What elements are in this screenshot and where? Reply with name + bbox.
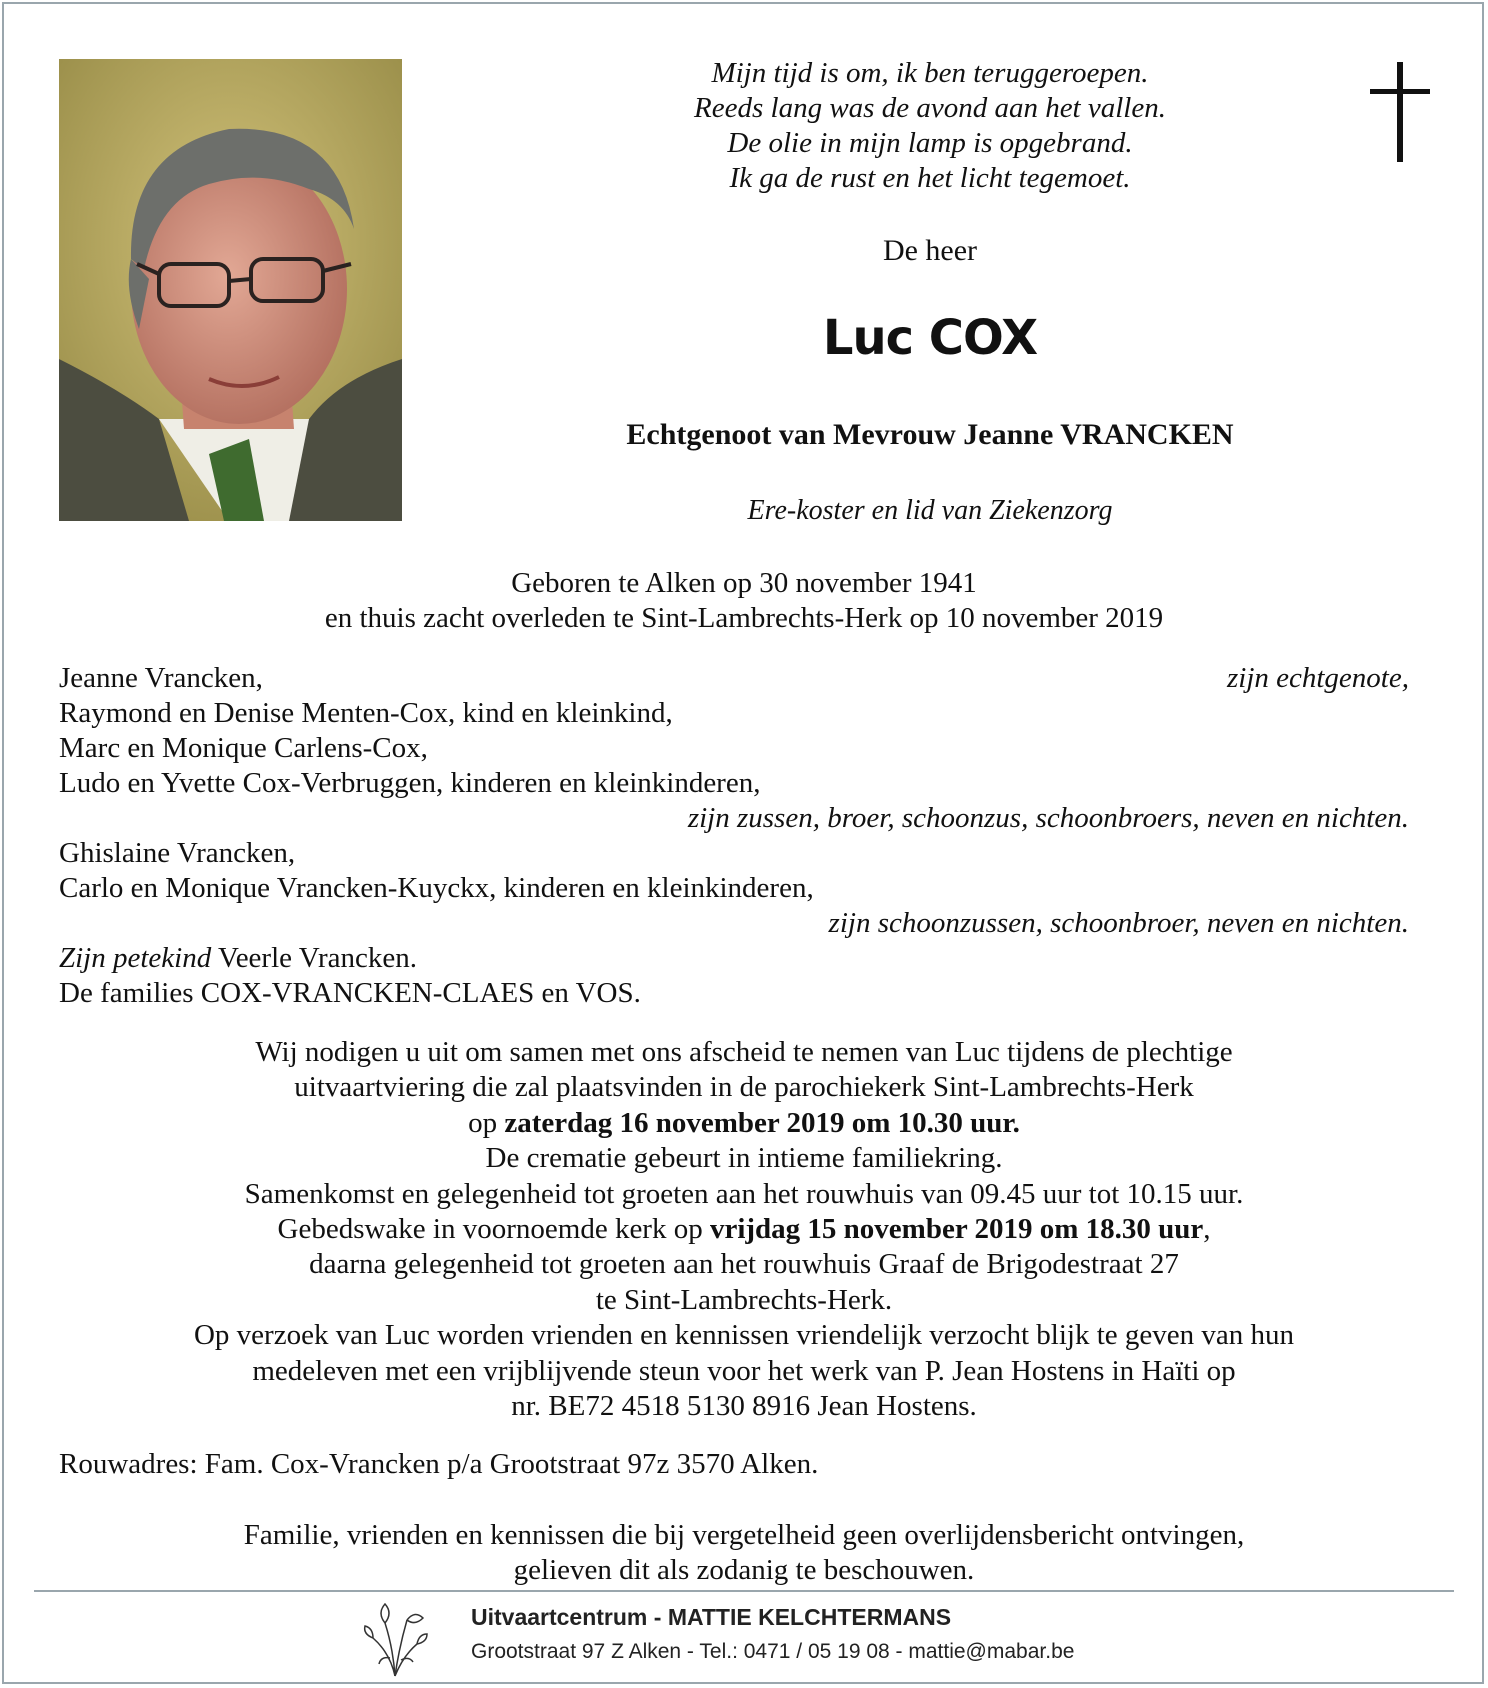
invitation-line: De crematie gebeurt in intieme familiekring.: [485, 1142, 1003, 1175]
portrait-photo: [59, 59, 402, 521]
spouse-line: Echtgenoot van Mevrouw Jeanne VRANCKEN: [626, 418, 1234, 451]
invitation-line: medeleven met een vrijblijvende steun voor het werk van P. Jean Hostens in Haïti op: [252, 1354, 1236, 1387]
function-line: Ere-koster en lid van Ziekenzorg: [747, 495, 1113, 526]
funeral-date: zaterdag 16 november 2019 om 10.30 uur.: [504, 1106, 1020, 1139]
notice-line: gelieven dit als zodanig te beschouwen.: [513, 1554, 975, 1586]
flower-logo-icon: [355, 1598, 435, 1678]
invitation-block: [0, 1035, 1488, 1424]
godchild-name: Veerle Vrancken.: [211, 942, 417, 974]
dates-block: [0, 566, 1488, 636]
vigil-date: vrijdag 15 november 2019 om 18.30 uur: [709, 1213, 1204, 1246]
invitation-line: daarna gelegenheid tot groeten aan het rouwhuis Graaf de Brigodestraat 27: [309, 1248, 1179, 1281]
deceased-name: Luc COX: [822, 310, 1038, 366]
poem: [560, 56, 1300, 196]
notice-line: Familie, vrienden en kennissen die bij vergetelheid geen overlijdensbericht ontvingen,: [243, 1519, 1245, 1551]
invitation-line: nr. BE72 4518 5130 8916 Jean Hostens.: [511, 1390, 977, 1423]
invitation-line: Wij nodigen u uit om samen met ons afscheid te nemen van Luc tijdens de plechtige: [255, 1036, 1233, 1068]
invitation-line: uitvaartviering die zal plaatsvinden in de parochiekerk Sint-Lambrechts-Herk: [294, 1071, 1194, 1104]
death-line: en thuis zacht overleden te Sint-Lambrechts-Herk op 10 november 2019: [324, 602, 1164, 634]
vigil-line: [0, 1212, 1488, 1247]
poem-line: De olie in mijn lamp is opgebrand.: [727, 127, 1133, 159]
poem-line: Mijn tijd is om, ik ben teruggeroepen.: [711, 57, 1149, 89]
notice-block: [0, 1518, 1488, 1588]
godchild-label: Zijn petekind: [59, 942, 212, 974]
family-relation: zijn zussen, broer, schoonzus, schoonbroers, neven en nichten.: [687, 802, 1409, 834]
poem-line: Ik ga de rust en het licht tegemoet.: [729, 162, 1131, 194]
family-member: Carlo en Monique Vrancken-Kuyckx, kinderen en kleinkinderen,: [59, 872, 814, 904]
vigil-suffix: ,: [1203, 1213, 1211, 1246]
invitation-line: Samenkomst en gelegenheid tot groeten aan het rouwhuis van 09.45 uur tot 10.15 uur.: [244, 1177, 1244, 1210]
family-list: [59, 661, 1409, 1011]
family-member: Ghislaine Vrancken,: [59, 837, 296, 869]
family-member: Raymond en Denise Menten-Cox, kind en kleinkind,: [59, 697, 673, 729]
latin-cross-icon: [1370, 62, 1430, 162]
birth-line: Geboren te Alken op 30 november 1941: [511, 567, 977, 599]
funeral-date-prefix: op: [468, 1106, 505, 1139]
invitation-line: Op verzoek van Luc worden vrienden en kennissen vriendelijk verzocht blijk te geven van hun: [193, 1319, 1295, 1352]
mourning-address: Rouwadres: Fam. Cox-Vrancken p/a Grootstraat 97z 3570 Alken.: [59, 1448, 819, 1480]
footer-divider: [34, 1590, 1454, 1592]
salutation: De heer: [882, 234, 978, 267]
poem-line: Reeds lang was de avond aan het vallen.: [694, 92, 1166, 124]
funeral-home-name: Uitvaartcentrum - MATTIE KELCHTERMANS: [471, 1604, 952, 1630]
godchild-line: [59, 941, 1409, 976]
family-relation: zijn schoonzussen, schoonbroer, neven en nichten.: [828, 907, 1409, 939]
invitation-line: te Sint-Lambrechts-Herk.: [595, 1283, 893, 1316]
family-row: [59, 661, 1409, 696]
family-member: Ludo en Yvette Cox-Verbruggen, kinderen en kleinkinderen,: [59, 767, 761, 799]
family-relation: zijn echtgenote,: [1226, 662, 1409, 694]
family-member: Marc en Monique Carlens-Cox,: [59, 732, 428, 764]
family-member: De families COX-VRANCKEN-CLAES en VOS.: [59, 977, 641, 1009]
funeral-date-line: [0, 1106, 1488, 1141]
vigil-prefix: Gebedswake in voornoemde kerk op: [277, 1213, 710, 1246]
funeral-home-contact: Grootstraat 97 Z Alken - Tel.: 0471 / 05 19 08 - mattie@mabar.be: [471, 1640, 1075, 1663]
family-member: Jeanne Vrancken,: [59, 662, 263, 694]
